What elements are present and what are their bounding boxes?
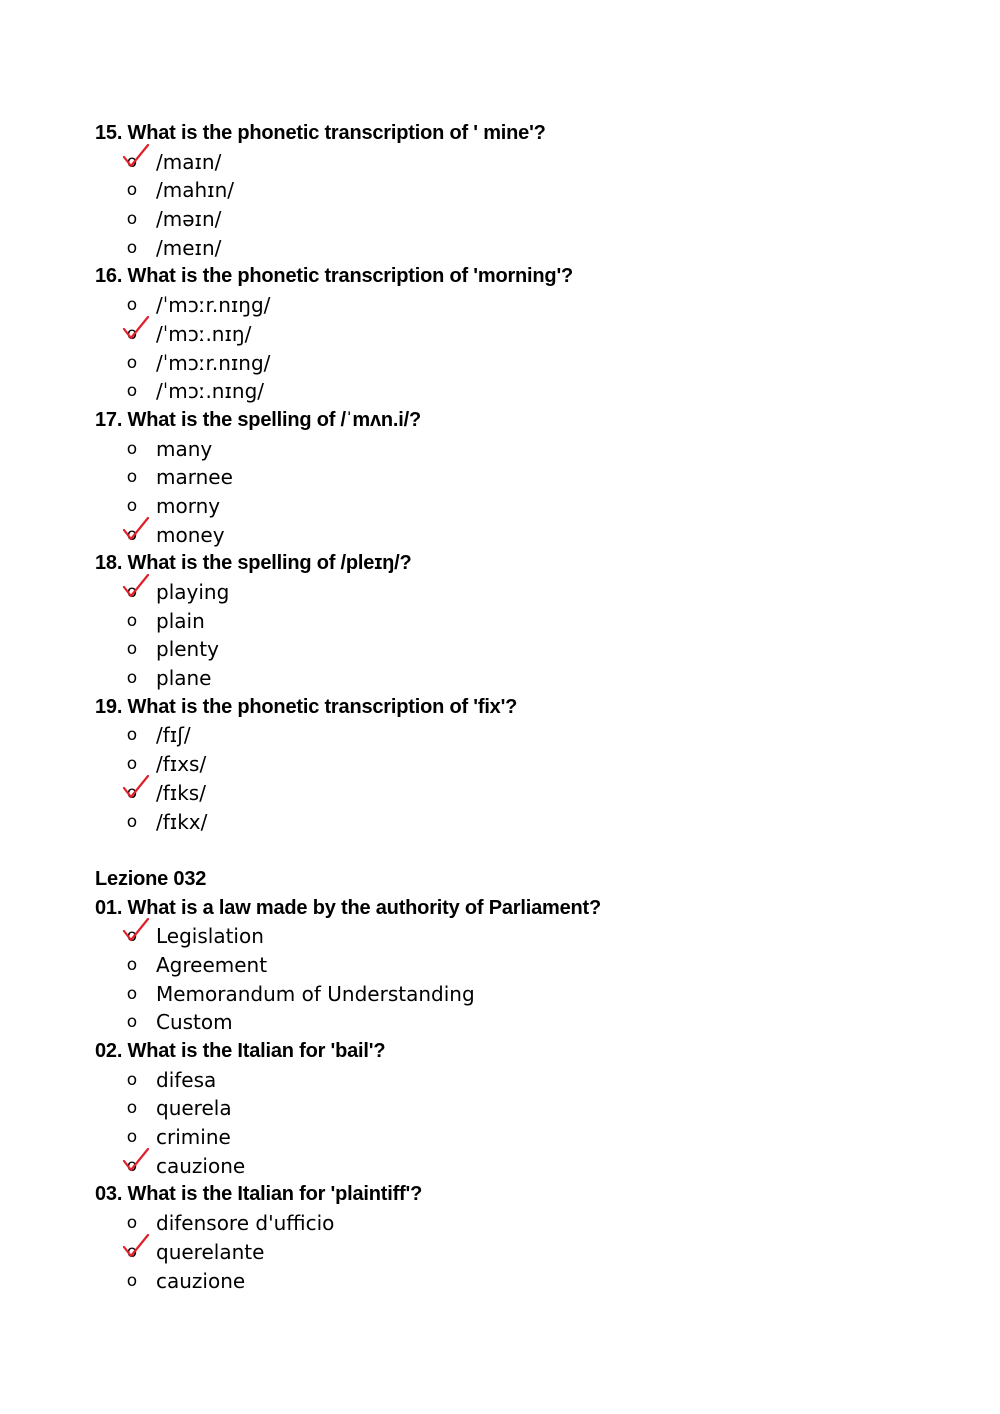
answer-option-label: money	[156, 522, 225, 547]
circle-bullet-icon: o	[126, 668, 138, 689]
answer-option	[95, 176, 955, 205]
question-text: 18. What is the spelling of /pleɪŋ/?	[95, 552, 412, 575]
answer-option-label: Legislation	[156, 924, 264, 949]
circle-bullet-icon: o	[126, 811, 138, 832]
circle-bullet-icon: o	[126, 782, 138, 803]
circle-bullet-icon: o	[126, 524, 138, 545]
answer-option-label: Custom	[156, 1010, 233, 1035]
answer-option	[95, 1008, 955, 1037]
answer-option-label: querelante	[156, 1239, 265, 1264]
answer-option-selected	[95, 1152, 955, 1181]
answer-option	[95, 635, 955, 664]
answer-option-label: plane	[156, 666, 212, 691]
answer-option-label: /ˈmɔː.nɪŋ/	[156, 321, 252, 346]
answer-option	[95, 1267, 955, 1296]
answer-option-label: /fɪkx/	[156, 809, 208, 834]
answer-option	[95, 377, 955, 406]
circle-bullet-icon: o	[126, 1098, 138, 1119]
answer-option-label: /ˈmɔː.nɪng/	[156, 379, 265, 404]
answer-option-selected	[95, 1238, 955, 1267]
answer-option	[95, 1066, 955, 1095]
answer-option	[95, 980, 955, 1009]
answer-option-selected	[95, 320, 955, 349]
circle-bullet-icon: o	[126, 295, 138, 316]
circle-bullet-icon: o	[126, 1270, 138, 1291]
answer-option-label: /fɪxs/	[156, 752, 207, 777]
red-checkmark-icon	[121, 142, 151, 172]
circle-bullet-icon: o	[126, 954, 138, 975]
circle-bullet-icon: o	[126, 495, 138, 516]
answer-option-selected	[95, 578, 955, 607]
question-text: 01. What is a law made by the authority of Parliament?	[95, 896, 601, 919]
section-title: Lezione 032	[95, 867, 207, 890]
circle-bullet-icon: o	[126, 1012, 138, 1033]
answer-option	[95, 1094, 955, 1123]
answer-option-label: /meɪn/	[156, 235, 222, 260]
answer-option	[95, 721, 955, 750]
answer-option-label: /ˈmɔːr.nɪng/	[156, 350, 271, 375]
circle-bullet-icon: o	[126, 725, 138, 746]
answer-option	[95, 463, 955, 492]
circle-bullet-icon: o	[126, 1213, 138, 1234]
circle-bullet-icon: o	[126, 151, 138, 172]
circle-bullet-icon: o	[126, 582, 138, 602]
answer-option-label: /fɪʃ/	[156, 723, 191, 748]
circle-bullet-icon: o	[126, 639, 138, 660]
red-checkmark-icon	[121, 515, 151, 545]
circle-bullet-icon: o	[126, 180, 138, 201]
circle-bullet-icon: o	[126, 352, 138, 373]
answer-option-label: /fɪks/	[156, 780, 206, 805]
red-checkmark-icon	[121, 1232, 151, 1262]
circle-bullet-icon: o	[126, 754, 138, 775]
circle-bullet-icon: o	[126, 610, 138, 631]
circle-bullet-icon: o	[126, 1127, 138, 1148]
answer-option-label: marnee	[156, 465, 233, 490]
answer-option	[95, 951, 955, 980]
red-checkmark-icon	[121, 773, 151, 803]
answer-option-label: morny	[156, 493, 221, 518]
answer-option-label: Memorandum of Understanding	[156, 981, 475, 1006]
answer-option-label: difensore d'ufficio	[156, 1211, 335, 1236]
answer-option	[95, 205, 955, 234]
red-checkmark-icon	[121, 1146, 151, 1176]
circle-bullet-icon: o	[126, 926, 138, 947]
circle-bullet-icon: o	[126, 381, 138, 402]
answer-option-label: /ˈmɔːr.nɪŋg/	[156, 293, 271, 318]
circle-bullet-icon: o	[126, 467, 138, 488]
answer-option-label: playing	[156, 580, 230, 604]
circle-bullet-icon: o	[126, 1155, 138, 1176]
circle-bullet-icon: o	[126, 323, 138, 344]
answer-option-label: Agreement	[156, 952, 268, 977]
circle-bullet-icon: o	[126, 209, 138, 230]
answer-option-label: plain	[156, 608, 205, 633]
answer-option-label: /məɪn/	[156, 207, 222, 232]
answer-option-label: cauzione	[156, 1153, 246, 1178]
answer-option	[95, 349, 955, 378]
question-text: 02. What is the Italian for 'bail'?	[95, 1040, 386, 1062]
circle-bullet-icon: o	[126, 1241, 138, 1262]
question-text: 17. What is the spelling of /ˈmʌn.i/?	[95, 408, 421, 431]
question-text: 19. What is the phonetic transcription of 'fix'?	[95, 695, 518, 718]
question-text: 15. What is the phonetic transcription of ' mine'?	[95, 122, 546, 144]
answer-option-selected	[95, 148, 955, 177]
answer-option	[95, 492, 955, 521]
answer-option	[95, 234, 955, 263]
circle-bullet-icon: o	[126, 237, 138, 258]
answer-option-selected	[95, 521, 955, 550]
answer-option	[95, 435, 955, 464]
answer-option	[95, 607, 955, 636]
red-checkmark-icon	[121, 314, 151, 344]
answer-option-label: many	[156, 436, 213, 461]
answer-option-label: crimine	[156, 1125, 231, 1150]
answer-option-label: difesa	[156, 1067, 217, 1092]
answer-option-label: /mahɪn/	[156, 178, 234, 203]
answer-option	[95, 291, 955, 320]
question-text: 03. What is the Italian for 'plaintiff'?	[95, 1183, 423, 1206]
answer-option-selected	[95, 779, 955, 808]
answer-option-label: querela	[156, 1096, 232, 1121]
circle-bullet-icon: o	[126, 1069, 138, 1090]
answer-option	[95, 808, 955, 837]
blank-line	[95, 836, 955, 865]
answer-option	[95, 664, 955, 693]
quiz-content	[95, 119, 955, 1295]
red-checkmark-icon	[121, 572, 151, 602]
answer-option-label: /maɪn/	[156, 149, 222, 174]
circle-bullet-icon: o	[126, 983, 138, 1004]
answer-option-selected	[95, 922, 955, 951]
answer-option-label: plenty	[156, 637, 219, 662]
answer-option	[95, 1123, 955, 1152]
answer-option	[95, 750, 955, 779]
question-text: 16. What is the phonetic transcription of 'morning'?	[95, 265, 574, 288]
red-checkmark-icon	[121, 916, 151, 946]
answer-option	[95, 1209, 955, 1238]
answer-option-label: cauzione	[156, 1268, 246, 1293]
circle-bullet-icon: o	[126, 438, 138, 459]
